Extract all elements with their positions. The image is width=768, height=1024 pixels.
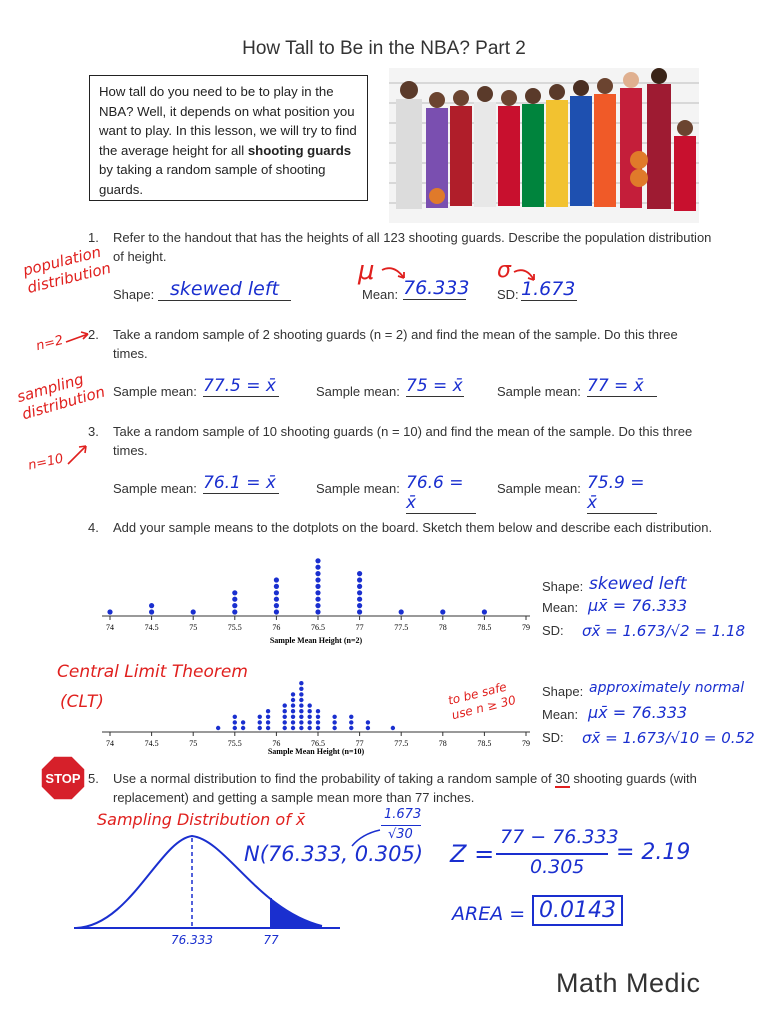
q3-label-1: Sample mean:	[113, 481, 197, 496]
dotplot-n2-dot	[357, 577, 362, 582]
mu-note: μ	[358, 256, 375, 286]
dotplot-n2-dot	[315, 558, 320, 563]
intro-text-end: by taking a random sample of shooting guards.	[99, 162, 326, 197]
cut-label: 77	[263, 933, 279, 947]
dotplot-n10-dot	[332, 726, 336, 730]
dotplot-n2-dot	[315, 590, 320, 595]
dotplot-n2-dot	[232, 590, 237, 595]
q1-number: 1.	[88, 230, 99, 245]
dotplot-n2-xlabel: Sample Mean Height (n=2)	[269, 636, 363, 645]
dotplot-n10-dot	[266, 720, 270, 724]
dotplot-n2-dot	[315, 571, 320, 576]
q5-text-before: Use a normal distribution to find the probability of taking a random sample of	[113, 771, 556, 786]
intro-bold: shooting guards	[247, 142, 352, 158]
dotplot-n10-dot	[307, 703, 311, 707]
q3-answer-2: 76.6 = x̄	[406, 473, 476, 514]
q2-text: Take a random sample of 2 shooting guards (n = 2) and find the mean of the sample. Do this three times.	[113, 327, 678, 361]
math-medic-logo: Math Medic	[556, 968, 701, 998]
dotplot-n10-dot	[332, 720, 336, 724]
q1-mean-label: Mean:	[362, 287, 399, 302]
dotplot-n10-dot	[349, 715, 353, 719]
n2-note: n=2	[34, 332, 65, 355]
plot2-shape-label: Shape:	[542, 684, 584, 699]
dotplot-n2-dot	[191, 609, 196, 614]
dotplot-n10-tick-label: 75.5	[227, 739, 242, 748]
frac-arrow	[346, 826, 382, 850]
plot2-sd-label: SD:	[542, 730, 564, 745]
dotplot-n2-dot	[232, 597, 237, 602]
plot2-mean: μx̄ = 76.333	[588, 703, 688, 722]
plot1-shape-label: Shape:	[542, 579, 584, 594]
dotplot-n10-dot	[299, 687, 303, 691]
dotplot-n2-tick-label: 77.5	[394, 623, 409, 632]
z-fraction-line	[496, 853, 608, 855]
q2-answer-3: 77 = x̄	[587, 376, 657, 397]
plot1-sd-label: SD:	[542, 623, 564, 638]
sketch-title: Sampling Distribution of x̄	[97, 810, 306, 829]
dotplot-n2-tick-label: 78.5	[477, 623, 492, 632]
dotplot-n2-dot	[274, 590, 279, 595]
frac-line	[381, 825, 421, 826]
dotplot-n10-dot	[266, 709, 270, 713]
n10-arrow	[64, 440, 94, 470]
dotplot-n10-tick-label: 74	[106, 739, 114, 748]
q1-sd-label: SD:	[497, 287, 519, 302]
plot1-shape: skewed left	[589, 574, 687, 594]
dotplot-n10-dot	[349, 726, 353, 730]
n-notation: N(76.333, 0.305)	[244, 842, 424, 866]
dotplot-n10-dot	[332, 715, 336, 719]
dotplot-n2-tick-label: 78	[438, 623, 447, 632]
dotplot-n10-dot	[299, 709, 303, 713]
dotplot-n2-tick-label: 74	[106, 623, 114, 632]
dotplot-n2-tick-label: 76.5	[311, 623, 325, 632]
dotplot-n10-dot	[233, 720, 237, 724]
dotplot-n10-dot	[291, 715, 295, 719]
n10-note: n=10	[26, 451, 65, 474]
plot2-mean-label: Mean:	[542, 707, 579, 722]
dotplot-n2-dot	[274, 577, 279, 582]
z-denominator: 0.305	[530, 856, 585, 878]
dotplot-n10-dot	[291, 709, 295, 713]
q2-answer-2: 75 = x̄	[406, 376, 463, 396]
z-lhs: Z =	[450, 840, 495, 868]
dotplot-n10-dot	[258, 715, 262, 719]
area-label: AREA =	[452, 903, 526, 925]
dotplot-n10-xlabel: Sample Mean Height (n=10)	[267, 747, 365, 756]
dotplot-n10-dot	[291, 703, 295, 707]
dotplot-n2-dot	[274, 603, 279, 608]
dotplot-n2-tick-label: 79	[522, 623, 530, 632]
dotplot-n2-dot	[315, 584, 320, 589]
dotplot-n10-dot	[291, 726, 295, 730]
stop-label: STOP	[45, 771, 81, 786]
q2-label-3: Sample mean:	[497, 384, 581, 399]
dotplot-n10-dot	[299, 698, 303, 702]
dotplot-n10-dot	[307, 726, 311, 730]
dotplot-n2-dot	[399, 609, 404, 614]
dotplot-n10-dot	[216, 726, 220, 730]
dotplot-n10-dot	[391, 726, 395, 730]
dotplot-n10-dot	[307, 709, 311, 713]
q1-mean-answer: 76.333	[403, 277, 470, 299]
dotplot-n10-dot	[299, 692, 303, 696]
plot2-shape: approximately normal	[589, 680, 745, 696]
dotplot-n10-tick-label: 76	[272, 739, 281, 748]
q4-number: 4.	[88, 520, 99, 535]
dotplot-n2-dot	[149, 609, 154, 614]
dotplot-n10-dot	[266, 726, 270, 730]
dotplot-n10-dot	[283, 715, 287, 719]
dotplot-n10-tick-label: 76.5	[311, 739, 325, 748]
dotplot-n10-dot	[299, 715, 303, 719]
q3-label-3: Sample mean:	[497, 481, 581, 496]
dotplot-n10-dot	[291, 692, 295, 696]
dotplot-n2	[98, 555, 538, 645]
dotplot-n10-dot	[349, 720, 353, 724]
dotplot-n2-dot	[315, 597, 320, 602]
nba-players-photo	[389, 68, 699, 223]
dotplot-n10-dot	[316, 709, 320, 713]
dotplot-n2-dot	[357, 571, 362, 576]
dotplot-n10-dot	[258, 726, 262, 730]
q5-text	[113, 769, 713, 807]
dotplot-n2-dot	[315, 609, 320, 614]
dotplot-n2-dot	[232, 603, 237, 608]
intro-text: How tall do you need to be to play in the NBA? Well, it depends on what position you want to play. In this lesson, we will try to find the average height for all	[99, 84, 357, 158]
dotplot-n2-tick-label: 75	[189, 623, 198, 632]
q3-label-2: Sample mean:	[316, 481, 400, 496]
safe-note: to be safe use n ≥ 30	[446, 679, 518, 723]
dotplot-n2-tick-label: 75.5	[227, 623, 242, 632]
dotplot-n10-dot	[258, 720, 262, 724]
dotplot-n10-dot	[299, 681, 303, 685]
frac-bottom: √30	[388, 827, 413, 842]
dotplot-n10-dot	[283, 709, 287, 713]
dotplot-n2-dot	[482, 609, 487, 614]
dotplot-n2-dot	[107, 609, 112, 614]
dotplot-n10-dot	[366, 720, 370, 724]
q1-sd-answer: 1.673	[521, 278, 576, 300]
dotplot-n2-dot	[232, 609, 237, 614]
dotplot-n10-dot	[233, 726, 237, 730]
dotplot-n10-dot	[291, 720, 295, 724]
dotplot-n10-dot	[299, 703, 303, 707]
plot1-sd: σx̄ = 1.673/√2 = 1.18	[582, 622, 746, 640]
q3-text: Take a random sample of 10 shooting guards (n = 10) and find the mean of the sample. Do this three times.	[113, 424, 693, 458]
dotplot-n2-tick-label: 77	[355, 623, 364, 632]
dotplot-n10-dot	[283, 703, 287, 707]
dotplot-n10-tick-label: 75	[189, 739, 198, 748]
dotplot-n2-dot	[149, 603, 154, 608]
dotplot-n2-tick-label: 76	[272, 623, 281, 632]
dotplot-n2-dot	[357, 603, 362, 608]
z-numerator: 77 − 76.333	[500, 826, 619, 848]
z-result: = 2.19	[616, 840, 691, 865]
dotplot-n10-dot	[241, 720, 245, 724]
q5-text-underlined: 30	[555, 771, 570, 786]
q2-label-1: Sample mean:	[113, 384, 197, 399]
dotplot-n10-tick-label: 78	[438, 739, 447, 748]
dotplot-n10-dot	[366, 726, 370, 730]
dotplot-n2-dot	[315, 565, 320, 570]
dotplot-n10-dot	[299, 726, 303, 730]
dotplot-n10-tick-label: 79	[522, 739, 530, 748]
dotplot-n2-dot	[315, 577, 320, 582]
dotplot-n2-dot	[357, 590, 362, 595]
dotplot-n10-dot	[299, 720, 303, 724]
dotplot-n2-dot	[274, 584, 279, 589]
frac-top: 1.673	[384, 807, 422, 822]
stop-sign-icon	[40, 755, 86, 801]
q3-answer-1: 76.1 = x̄	[203, 473, 279, 494]
dotplot-n10-dot	[316, 726, 320, 730]
dotplot-n10-tick-label: 74.5	[144, 739, 159, 748]
q2-label-2: Sample mean:	[316, 384, 400, 399]
sigma-note: σ	[497, 258, 511, 283]
q2-answer-1: 77.5 = x̄	[203, 376, 279, 397]
dotplot-n10-dot	[283, 726, 287, 730]
dotplot-n2-dot	[274, 597, 279, 602]
q5-text-after: shooting guards (with replacement) and getting a sample mean more than 77 inches.	[113, 771, 697, 805]
sampling-distribution-note: sampling distribution	[14, 369, 107, 424]
dotplot-n10-dot	[307, 715, 311, 719]
dotplot-n2-dot	[315, 603, 320, 608]
dotplot-n10-tick-label: 78.5	[477, 739, 492, 748]
q4-text: Add your sample means to the dotplots on the board. Sketch them below and describe each distribution.	[113, 520, 713, 535]
clt-note: Central Limit Theorem	[57, 662, 248, 682]
q1-shape-label: Shape:	[113, 287, 155, 302]
page-title: How Tall to Be in the NBA? Part 2	[242, 38, 526, 59]
dotplot-n2-dot	[440, 609, 445, 614]
dotplot-n2-dot	[357, 597, 362, 602]
plot1-mean: μx̄ = 76.333	[588, 596, 688, 615]
dotplot-n10-dot	[266, 715, 270, 719]
dotplot-n10-dot	[316, 715, 320, 719]
dotplot-n10-dot	[307, 720, 311, 724]
q1-shape-answer: skewed left	[158, 278, 291, 301]
dotplot-n10-dot	[316, 720, 320, 724]
dotplot-n2-dot	[357, 609, 362, 614]
q5-number: 5.	[88, 771, 99, 786]
clt-abbr-note: (CLT)	[60, 692, 104, 712]
dotplot-n2-dot	[357, 584, 362, 589]
dotplot-n10-dot	[283, 720, 287, 724]
q3-number: 3.	[88, 424, 99, 439]
dotplot-n2-dot	[274, 609, 279, 614]
dotplot-n10-tick-label: 77.5	[394, 739, 409, 748]
plot1-mean-label: Mean:	[542, 600, 579, 615]
q3-answer-3: 75.9 = x̄	[587, 473, 657, 514]
dotplot-n10-dot	[291, 698, 295, 702]
q1-text: Refer to the handout that has the heights of all 123 shooting guards. Describe the population distribution of height.	[113, 230, 712, 264]
q2-number: 2.	[88, 327, 99, 342]
area-value: 0.0143	[532, 895, 623, 926]
plot2-sd: σx̄ = 1.673/√10 = 0.52	[582, 729, 755, 747]
dotplot-n10-tick-label: 77	[355, 739, 364, 748]
population-distribution-note: population distribution	[21, 242, 113, 297]
dotplot-n10-dot	[233, 715, 237, 719]
dotplot-n2-tick-label: 74.5	[144, 623, 159, 632]
center-label: 76.333	[171, 933, 213, 947]
intro-box	[89, 75, 368, 201]
dotplot-n10-dot	[241, 726, 245, 730]
